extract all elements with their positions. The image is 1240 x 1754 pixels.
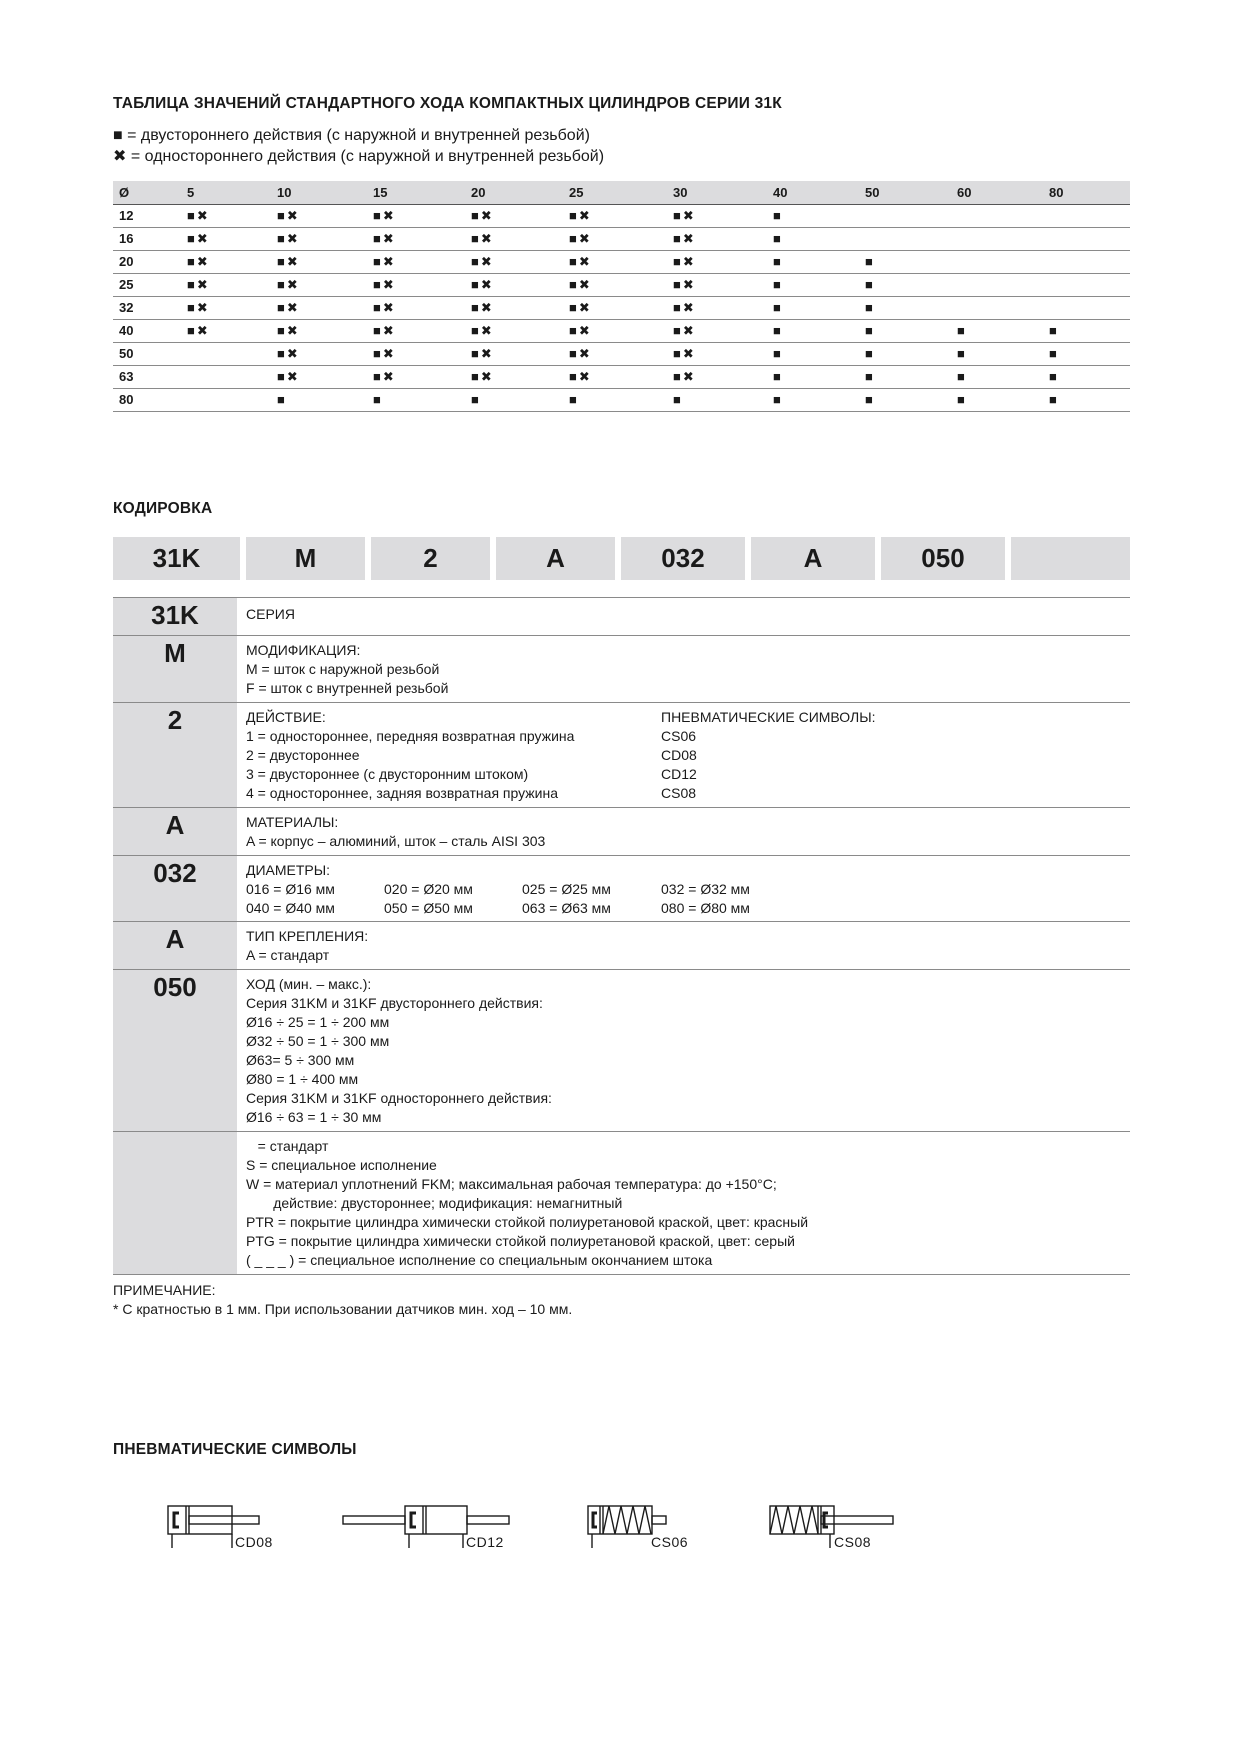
stroke-availability-cell: ■✖: [673, 323, 696, 338]
coding-key: 31K: [113, 598, 237, 636]
cs08-symbol-icon: [762, 1500, 902, 1560]
code-box-series: 31K: [113, 537, 240, 580]
stroke-table-row: [113, 319, 1130, 343]
stroke-availability-cell: ■: [1049, 323, 1059, 338]
stroke-availability-cell: ■: [277, 392, 287, 407]
stroke-table-row: [113, 365, 1130, 389]
stroke-availability-cell: ■✖: [187, 300, 210, 315]
coding-row-stroke: [113, 969, 1130, 1132]
coding-text: = стандарт S = специальное исполнение W = материал уплотнений FKM; максимальная рабочая температура: до +150°C; действие: двустороннее; модификация: немагнитный PTR = покрытие цилиндра химически стойкой полиуретановой краской, цвет: красный PTG = покрытие цилиндра химически стойкой полиуретановой краской, цвет: серый ( _ _ _ ) = специальное исполнение со специальным окончанием штока: [246, 1138, 809, 1268]
stroke-availability-cell: ■: [865, 392, 875, 407]
stroke-availability-cell: ■✖: [471, 369, 494, 384]
coding-text: МАТЕРИАЛЫ: A = корпус – алюминий, шток – сталь AISI 303: [246, 814, 546, 849]
stroke-availability-cell: ■: [865, 277, 875, 292]
stroke-availability-cell: ■✖: [373, 300, 396, 315]
stroke-availability-cell: ■✖: [373, 208, 396, 223]
code-box-diameter: 032: [621, 537, 745, 580]
code-box-materials: A: [496, 537, 615, 580]
stroke-header-cell: 5: [187, 185, 195, 200]
stroke-availability-cell: ■✖: [277, 300, 300, 315]
stroke-availability-cell: ■: [673, 392, 683, 407]
stroke-availability-cell: ■: [773, 369, 783, 384]
coding-row-series: [113, 597, 1130, 636]
stroke-header-cell: 30: [673, 185, 688, 200]
stroke-availability-cell: ■: [569, 392, 579, 407]
stroke-table-row: [113, 342, 1130, 366]
coding-row-options: [113, 1131, 1130, 1275]
stroke-availability-cell: ■: [471, 392, 481, 407]
stroke-availability-cell: ■: [865, 369, 875, 384]
stroke-availability-cell: ■✖: [277, 208, 300, 223]
stroke-availability-cell: ■: [957, 323, 967, 338]
stroke-table-title: ТАБЛИЦА ЗНАЧЕНИЙ СТАНДАРТНОГО ХОДА КОМПАКТНЫХ ЦИЛИНДРОВ СЕРИИ 31К: [113, 95, 782, 112]
stroke-availability-cell: ■✖: [569, 231, 592, 246]
diameters-col-3: 025 = Ø25 мм 063 = Ø63 мм: [522, 881, 611, 916]
stroke-availability-cell: ■✖: [471, 277, 494, 292]
legend-single-acting: ✖ = одностороннего действия (с наружной и внутренней резьбой): [113, 148, 605, 165]
coding-title: КОДИРОВКА: [113, 500, 213, 517]
diameter-cell: 50: [119, 346, 134, 361]
coding-text: ДЕЙСТВИЕ: 1 = одностороннее, передняя возвратная пружина 2 = двустороннее 3 = двустороннее (с двусторонним штоком) 4 = одностороннее, задняя возвратная пружина: [246, 709, 575, 801]
coding-row-mounting: [113, 921, 1130, 970]
code-box-action: 2: [371, 537, 490, 580]
stroke-availability-cell: ■✖: [569, 254, 592, 269]
stroke-availability-cell: ■: [773, 231, 783, 246]
stroke-availability-cell: ■✖: [569, 208, 592, 223]
stroke-availability-cell: ■: [1049, 392, 1059, 407]
symbol-label: CD08: [235, 1534, 273, 1550]
stroke-availability-cell: ■✖: [277, 323, 300, 338]
stroke-availability-cell: ■✖: [277, 277, 300, 292]
stroke-table-row: [113, 273, 1130, 297]
stroke-availability-cell: ■✖: [673, 300, 696, 315]
stroke-availability-cell: ■✖: [673, 277, 696, 292]
stroke-availability-cell: ■: [957, 369, 967, 384]
stroke-table-header: [113, 181, 1130, 205]
stroke-availability-cell: ■✖: [187, 323, 210, 338]
stroke-availability-cell: ■✖: [569, 300, 592, 315]
stroke-availability-cell: ■✖: [471, 231, 494, 246]
stroke-availability-cell: ■✖: [569, 323, 592, 338]
coding-key: A: [113, 808, 237, 856]
stroke-availability-cell: ■: [773, 208, 783, 223]
stroke-availability-cell: ■✖: [277, 254, 300, 269]
stroke-availability-cell: ■✖: [373, 346, 396, 361]
stroke-availability-cell: ■✖: [277, 369, 300, 384]
code-box-mounting: A: [751, 537, 875, 580]
stroke-header-cell: 25: [569, 185, 584, 200]
stroke-availability-cell: ■✖: [569, 277, 592, 292]
cd12-symbol-icon: [335, 1500, 515, 1560]
stroke-availability-cell: ■✖: [187, 277, 210, 292]
stroke-availability-cell: ■✖: [373, 254, 396, 269]
stroke-table-row: [113, 204, 1130, 228]
diameter-cell: 25: [119, 277, 134, 292]
stroke-header-cell: 50: [865, 185, 880, 200]
diameters-col-2: 020 = Ø20 мм 050 = Ø50 мм: [384, 881, 473, 916]
stroke-availability-cell: ■: [773, 346, 783, 361]
stroke-availability-cell: ■✖: [187, 254, 210, 269]
stroke-header-cell: 10: [277, 185, 292, 200]
stroke-availability-cell: ■✖: [673, 231, 696, 246]
code-box-options: [1011, 537, 1130, 580]
coding-row-diameters: [113, 855, 1130, 922]
diameters-title: ДИАМЕТРЫ:: [246, 862, 331, 878]
stroke-availability-cell: ■✖: [471, 346, 494, 361]
legend-double-acting: ■ = двустороннего действия (с наружной и внутренней резьбой): [113, 127, 590, 144]
stroke-availability-cell: ■✖: [569, 346, 592, 361]
stroke-header-cell: 15: [373, 185, 388, 200]
diameter-cell: 32: [119, 300, 134, 315]
stroke-availability-cell: ■: [1049, 369, 1059, 384]
stroke-availability-cell: ■: [773, 392, 783, 407]
coding-row-materials: [113, 807, 1130, 856]
stroke-availability-cell: ■✖: [373, 323, 396, 338]
stroke-availability-cell: ■✖: [673, 346, 696, 361]
stroke-availability-cell: ■: [773, 254, 783, 269]
stroke-availability-cell: ■: [773, 300, 783, 315]
coding-symbols-list: ПНЕВМАТИЧЕСКИЕ СИМВОЛЫ: CS06 CD08 CD12 CS08: [661, 709, 876, 801]
stroke-availability-cell: ■✖: [673, 208, 696, 223]
stroke-header-cell: 60: [957, 185, 972, 200]
coding-text: МОДИФИКАЦИЯ: M = шток с наружной резьбой F = шток с внутренней резьбой: [246, 642, 449, 696]
diameter-cell: 12: [119, 208, 134, 223]
note-text: * С кратностью в 1 мм. При использовании датчиков мин. ход – 10 мм.: [113, 1301, 573, 1317]
stroke-availability-cell: ■: [373, 392, 383, 407]
stroke-availability-cell: ■✖: [471, 254, 494, 269]
stroke-availability-cell: ■✖: [471, 300, 494, 315]
coding-key: M: [113, 636, 237, 703]
code-box-stroke: 050: [881, 537, 1005, 580]
stroke-availability-cell: ■: [957, 346, 967, 361]
stroke-availability-cell: ■✖: [187, 231, 210, 246]
stroke-availability-cell: ■✖: [373, 231, 396, 246]
stroke-availability-cell: ■: [773, 323, 783, 338]
diameter-cell: 16: [119, 231, 134, 246]
stroke-availability-cell: ■✖: [673, 254, 696, 269]
cd08-symbol-icon: [160, 1500, 290, 1560]
stroke-header-cell: 20: [471, 185, 486, 200]
stroke-availability-cell: ■✖: [673, 369, 696, 384]
coding-key: 050: [113, 970, 237, 1132]
note-title: ПРИМЕЧАНИЕ:: [113, 1282, 216, 1298]
symbol-label: CD12: [466, 1534, 504, 1550]
stroke-table-row: [113, 250, 1130, 274]
stroke-table-row: [113, 296, 1130, 320]
stroke-availability-cell: ■✖: [373, 369, 396, 384]
stroke-availability-cell: ■: [1049, 346, 1059, 361]
stroke-availability-cell: ■: [957, 392, 967, 407]
coding-text: СЕРИЯ: [246, 606, 295, 622]
stroke-availability-cell: ■: [865, 323, 875, 338]
stroke-header-cell: Ø: [119, 185, 130, 200]
stroke-availability-cell: ■: [865, 300, 875, 315]
diameters-col-4: 032 = Ø32 мм 080 = Ø80 мм: [661, 881, 750, 916]
diameter-cell: 63: [119, 369, 134, 384]
stroke-availability-cell: ■✖: [373, 277, 396, 292]
symbols-title: ПНЕВМАТИЧЕСКИЕ СИМВОЛЫ: [113, 1441, 357, 1458]
stroke-header-cell: 80: [1049, 185, 1064, 200]
symbol-label: CS06: [651, 1534, 689, 1550]
stroke-availability-cell: ■✖: [569, 369, 592, 384]
coding-key: 032: [113, 856, 237, 922]
stroke-availability-cell: ■: [865, 346, 875, 361]
stroke-availability-cell: ■: [865, 254, 875, 269]
symbol-label: CS08: [834, 1534, 872, 1550]
coding-row-action: [113, 702, 1130, 808]
stroke-availability-cell: ■✖: [277, 346, 300, 361]
diameters-col-1: 016 = Ø16 мм 040 = Ø40 мм: [246, 881, 335, 916]
coding-row-modification: [113, 635, 1130, 703]
coding-text: ТИП КРЕПЛЕНИЯ: A = стандарт: [246, 928, 369, 963]
stroke-table-row: [113, 388, 1130, 412]
stroke-availability-cell: ■: [773, 277, 783, 292]
coding-key: [113, 1132, 237, 1274]
stroke-availability-cell: ■✖: [471, 208, 494, 223]
diameter-cell: 40: [119, 323, 134, 338]
cs06-symbol-icon: [580, 1500, 700, 1560]
code-box-modification: M: [246, 537, 365, 580]
stroke-table-row: [113, 227, 1130, 251]
diameter-cell: 20: [119, 254, 134, 269]
stroke-availability-cell: ■✖: [187, 208, 210, 223]
coding-key: A: [113, 922, 237, 970]
stroke-availability-cell: ■✖: [471, 323, 494, 338]
coding-text: ХОД (мин. – макс.): Серия 31KM и 31KF двустороннего действия: Ø16 ÷ 25 = 1 ÷ 200 мм Ø32 ÷ 50 = 1 ÷ 300 мм Ø63= 5 ÷ 300 мм Ø80 = 1 ÷ 400 мм Серия 31KM и 31KF одностороннего действия: Ø16 ÷ 63 = 1 ÷ 30 мм: [246, 976, 552, 1125]
stroke-header-cell: 40: [773, 185, 788, 200]
coding-key: 2: [113, 703, 237, 808]
stroke-availability-cell: ■✖: [277, 231, 300, 246]
diameter-cell: 80: [119, 392, 134, 407]
